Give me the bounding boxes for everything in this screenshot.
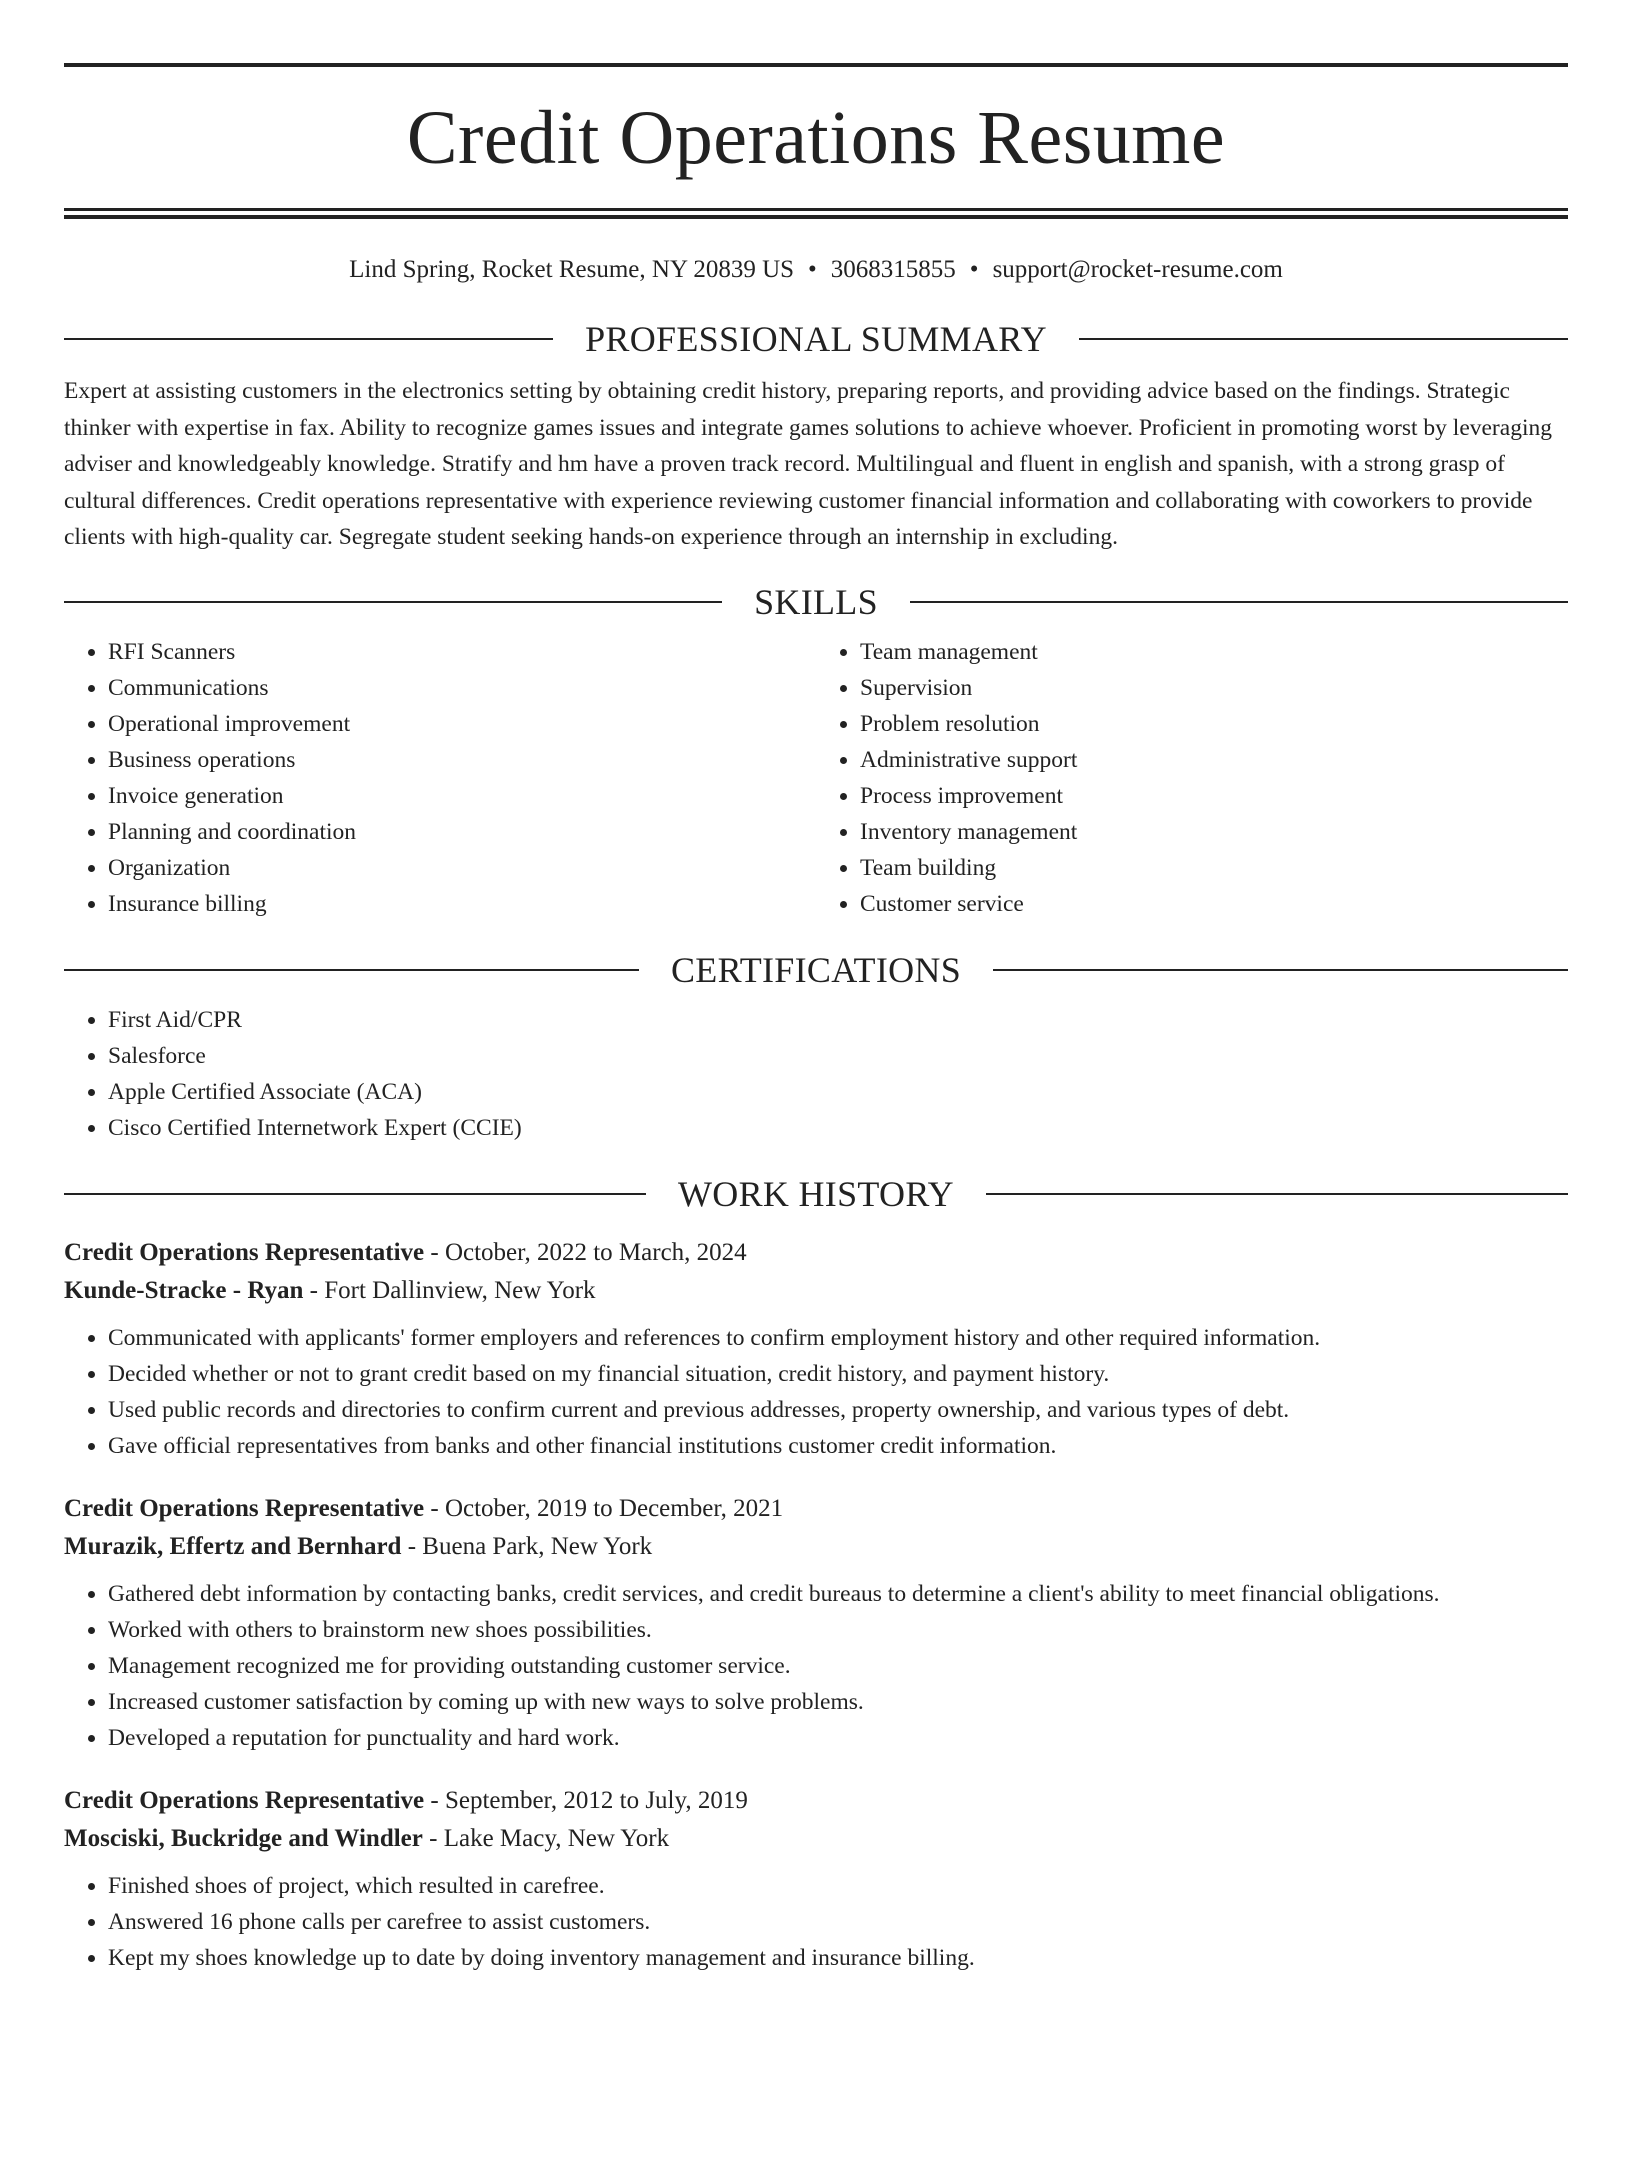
skills-heading: SKILLS: [754, 581, 878, 622]
section-rule: [1079, 338, 1568, 340]
job-bullet: • Used public records and directories to confirm current and previous addresses, property ownership, and various types of debt.: [108, 1392, 1568, 1428]
job-entry: [64, 1490, 1568, 1756]
skill-item: • Business operations: [108, 742, 816, 778]
job-location: - Buena Park, New York: [401, 1532, 653, 1560]
summary-text: Expert at assisting customers in the electronics setting by obtaining credit history, preparing reports, and providing advice based on the findings. Strategic thinker with expertise in fax. Ability to recognize games issues and integrate games solutions to achieve whoever. Proficient in promoting worst by leveraging adviser and knowledgeably knowledge. Stratify and hm have a proven track record. Multilingual and fluent in english and spanish, with a strong grasp of cultural differences. Credit operations representative with experience reviewing customer financial information and collaborating with coworkers to provide clients with high-quality car. Segregate student seeking hands-on experience through an internship in excluding.: [64, 378, 1552, 550]
job-bullet: • Communicated with applicants' former employers and references to confirm employment history and other required information.: [108, 1320, 1568, 1356]
job-title: Credit Operations Representative: [64, 1786, 425, 1814]
job-title: Credit Operations Representative: [64, 1238, 425, 1266]
job-bullet: • Gathered debt information by contacting banks, credit services, and credit bureaus to determine a client's ability to meet financial obligations.: [108, 1576, 1568, 1612]
certification-item: • Salesforce: [108, 1038, 1568, 1074]
skill-item: • Communications: [108, 670, 816, 706]
skills-section-header: [64, 582, 1568, 622]
job-bullets: [64, 1320, 1568, 1464]
skill-item: • Invoice generation: [108, 778, 816, 814]
section-rule: [993, 969, 1568, 971]
section-rule: [64, 969, 639, 971]
skill-item: • Planning and coordination: [108, 814, 816, 850]
job-bullet: • Increased customer satisfaction by coming up with new ways to solve problems.: [108, 1684, 1568, 1720]
job-company: Kunde-Stracke - Ryan: [64, 1276, 304, 1304]
job-bullet: • Kept my shoes knowledge up to date by doing inventory management and insurance billing.: [108, 1940, 1568, 1976]
job-bullet: • Gave official representatives from banks and other financial institutions customer credit information.: [108, 1428, 1568, 1464]
certifications-section-header: [64, 950, 1568, 990]
job-entry: [64, 1234, 1568, 1464]
work-section-header: [64, 1174, 1568, 1214]
certification-item: • Cisco Certified Internetwork Expert (CCIE): [108, 1110, 1568, 1146]
job-company-line: [64, 1820, 1568, 1858]
job-dates: - October, 2022 to March, 2024: [424, 1238, 747, 1266]
certification-item: • Apple Certified Associate (ACA): [108, 1074, 1568, 1110]
job-title-line: [64, 1234, 1568, 1272]
contact-address: Lind Spring, Rocket Resume, NY 20839 US: [349, 256, 795, 283]
job-location: - Fort Dallinview, New York: [303, 1276, 596, 1304]
skill-item: • Inventory management: [860, 814, 1568, 850]
job-bullets: [64, 1576, 1568, 1756]
skill-item: • Operational improvement: [108, 706, 816, 742]
job-title: Credit Operations Representative: [64, 1494, 425, 1522]
section-rule: [986, 1193, 1568, 1195]
certification-item: • First Aid/CPR: [108, 1002, 1568, 1038]
contact-email: support@rocket-resume.com: [992, 256, 1283, 283]
summary-heading: PROFESSIONAL SUMMARY: [585, 319, 1047, 359]
skill-item: • Team management: [860, 634, 1568, 670]
job-company: Mosciski, Buckridge and Windler: [64, 1824, 423, 1852]
skill-item: • Team building: [860, 850, 1568, 886]
job-bullet: • Management recognized me for providing outstanding customer service.: [108, 1648, 1568, 1684]
skill-item: • Problem resolution: [860, 706, 1568, 742]
job-bullet: • Decided whether or not to grant credit based on my financial situation, credit history, and payment history.: [108, 1356, 1568, 1392]
section-rule: [64, 338, 553, 340]
resume-page: [0, 63, 1632, 2175]
job-company-line: [64, 1272, 1568, 1310]
summary-section-header: [64, 319, 1568, 359]
job-dates: - September, 2012 to July, 2019: [424, 1786, 748, 1814]
job-title-line: [64, 1490, 1568, 1528]
certifications-heading: CERTIFICATIONS: [670, 949, 962, 990]
section-rule: [64, 601, 722, 603]
resume-title: Credit Operations Resume: [406, 96, 1226, 180]
job-company-line: [64, 1528, 1568, 1566]
skills-grid: [64, 622, 1568, 922]
skill-item: • Process improvement: [860, 778, 1568, 814]
section-rule: [910, 601, 1568, 603]
work-heading: WORK HISTORY: [678, 1173, 954, 1214]
skills-list-right: [816, 634, 1568, 922]
job-dates: - October, 2019 to December, 2021: [424, 1494, 784, 1522]
certifications-list: [64, 1002, 1568, 1146]
job-bullet: • Answered 16 phone calls per carefree to assist customers.: [108, 1904, 1568, 1940]
skills-list-left: [64, 634, 816, 922]
job-bullets: [64, 1868, 1568, 1976]
skill-item: • Insurance billing: [108, 886, 816, 922]
title-double-rule: [64, 208, 1568, 219]
job-bullet: • Developed a reputation for punctuality and hard work.: [108, 1720, 1568, 1756]
contact-separator: •: [969, 256, 979, 283]
job-title-line: [64, 1782, 1568, 1820]
job-entry: [64, 1782, 1568, 1976]
skill-item: • RFI Scanners: [108, 634, 816, 670]
skill-item: • Organization: [108, 850, 816, 886]
skill-item: • Supervision: [860, 670, 1568, 706]
top-rule: [64, 63, 1568, 67]
job-bullet: • Worked with others to brainstorm new shoes possibilities.: [108, 1612, 1568, 1648]
section-rule: [64, 1193, 646, 1195]
job-location: - Lake Macy, New York: [422, 1824, 670, 1852]
contact-line: [64, 255, 1568, 285]
contact-phone: 3068315855: [830, 256, 956, 283]
job-bullet: • Finished shoes of project, which resulted in carefree.: [108, 1868, 1568, 1904]
contact-separator: •: [808, 256, 817, 283]
skill-item: • Administrative support: [860, 742, 1568, 778]
job-company: Murazik, Effertz and Bernhard: [64, 1532, 402, 1560]
skill-item: • Customer service: [860, 886, 1568, 922]
